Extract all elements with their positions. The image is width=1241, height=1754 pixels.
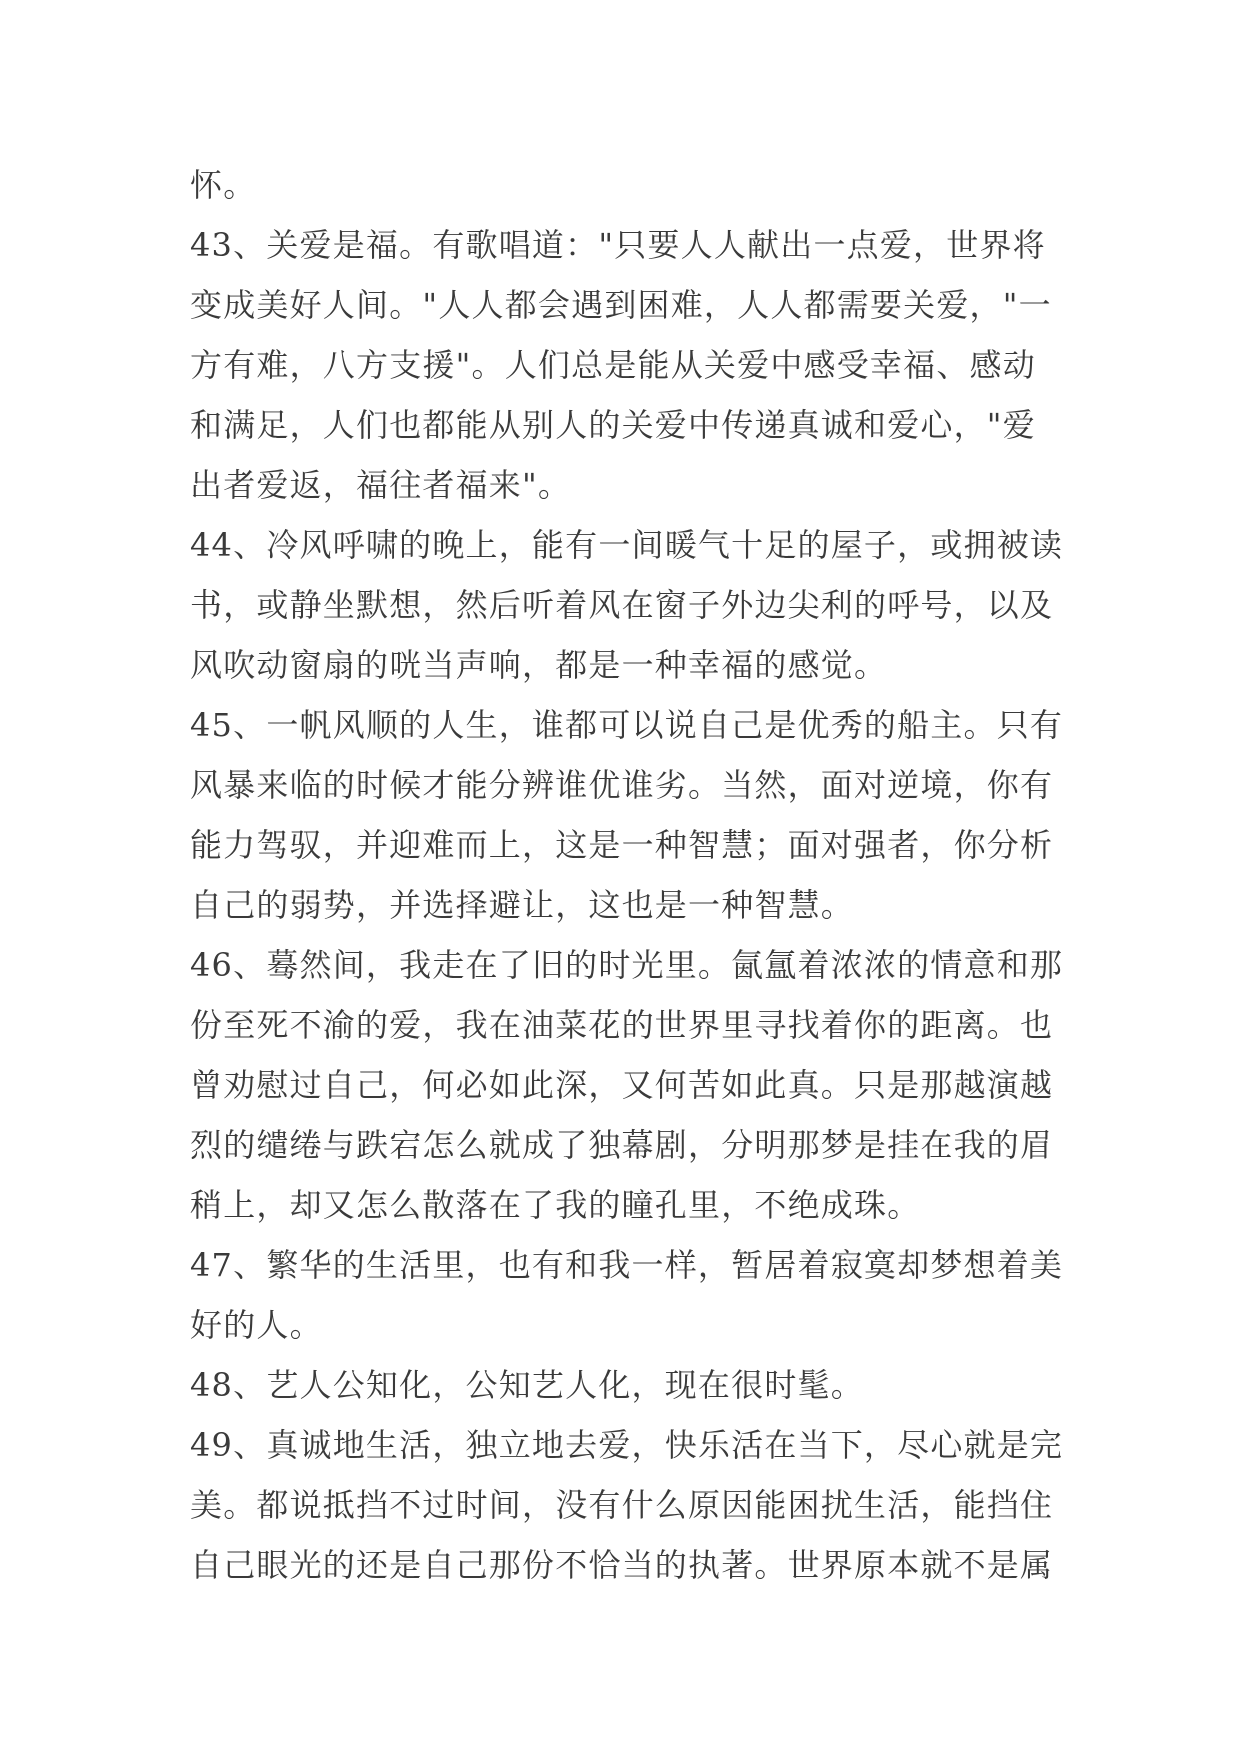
text-line: 风暴来临的时候才能分辨谁优谁劣。当然，面对逆境，你有 [190, 766, 1054, 804]
text-line: 48、艺人公知化，公知艺人化，现在很时髦。 [190, 1366, 864, 1404]
text-line: 曾劝慰过自己，何必如此深，又何苦如此真。只是那越演越 [190, 1066, 1054, 1104]
text-line: 出者爱返，福往者福来"。 [190, 466, 572, 504]
text-line: 和满足，人们也都能从别人的关爱中传递真诚和爱心，"爱 [190, 406, 1036, 444]
text-line: 变成美好人间。"人人都会遇到困难，人人都需要关爱，"一 [190, 286, 1052, 324]
text-line: 44、冷风呼啸的晚上，能有一间暖气十足的屋子，或拥被读 [190, 526, 1064, 564]
text-line: 怀。 [190, 166, 257, 204]
text-line: 美。都说抵挡不过时间，没有什么原因能困扰生活，能挡住 [190, 1486, 1054, 1524]
text-line: 稍上，却又怎么散落在了我的瞳孔里，不绝成珠。 [190, 1186, 921, 1224]
text-line: 43、关爱是福。有歌唱道："只要人人献出一点爱，世界将 [190, 226, 1046, 264]
text-line: 风吹动窗扇的咣当声响，都是一种幸福的感觉。 [190, 646, 888, 684]
text-line: 自己的弱势，并选择避让，这也是一种智慧。 [190, 886, 855, 924]
text-line: 47、繁华的生活里，也有和我一样，暂居着寂寞却梦想着美 [190, 1246, 1064, 1284]
text-line: 能力驾驭，并迎难而上，这是一种智慧；面对强者，你分析 [190, 826, 1054, 864]
text-line: 49、真诚地生活，独立地去爱，快乐活在当下，尽心就是完 [190, 1426, 1064, 1464]
text-line: 份至死不渝的爱，我在油菜花的世界里寻找着你的距离。也 [190, 1006, 1054, 1044]
text-line: 烈的缱绻与跌宕怎么就成了独幕剧，分明那梦是挂在我的眉 [190, 1126, 1054, 1164]
text-line: 书，或静坐默想，然后听着风在窗子外边尖利的呼号，以及 [190, 586, 1054, 624]
body-text [190, 155, 1070, 1595]
text-line: 自己眼光的还是自己那份不恰当的执著。世界原本就不是属 [190, 1546, 1054, 1584]
text-line: 46、蓦然间，我走在了旧的时光里。氤氲着浓浓的情意和那 [190, 946, 1064, 984]
text-line: 方有难，八方支援"。人们总是能从关爱中感受幸福、感动 [190, 346, 1036, 384]
text-line: 45、一帆风顺的人生，谁都可以说自己是优秀的船主。只有 [190, 706, 1064, 744]
text-line: 好的人。 [190, 1306, 323, 1344]
